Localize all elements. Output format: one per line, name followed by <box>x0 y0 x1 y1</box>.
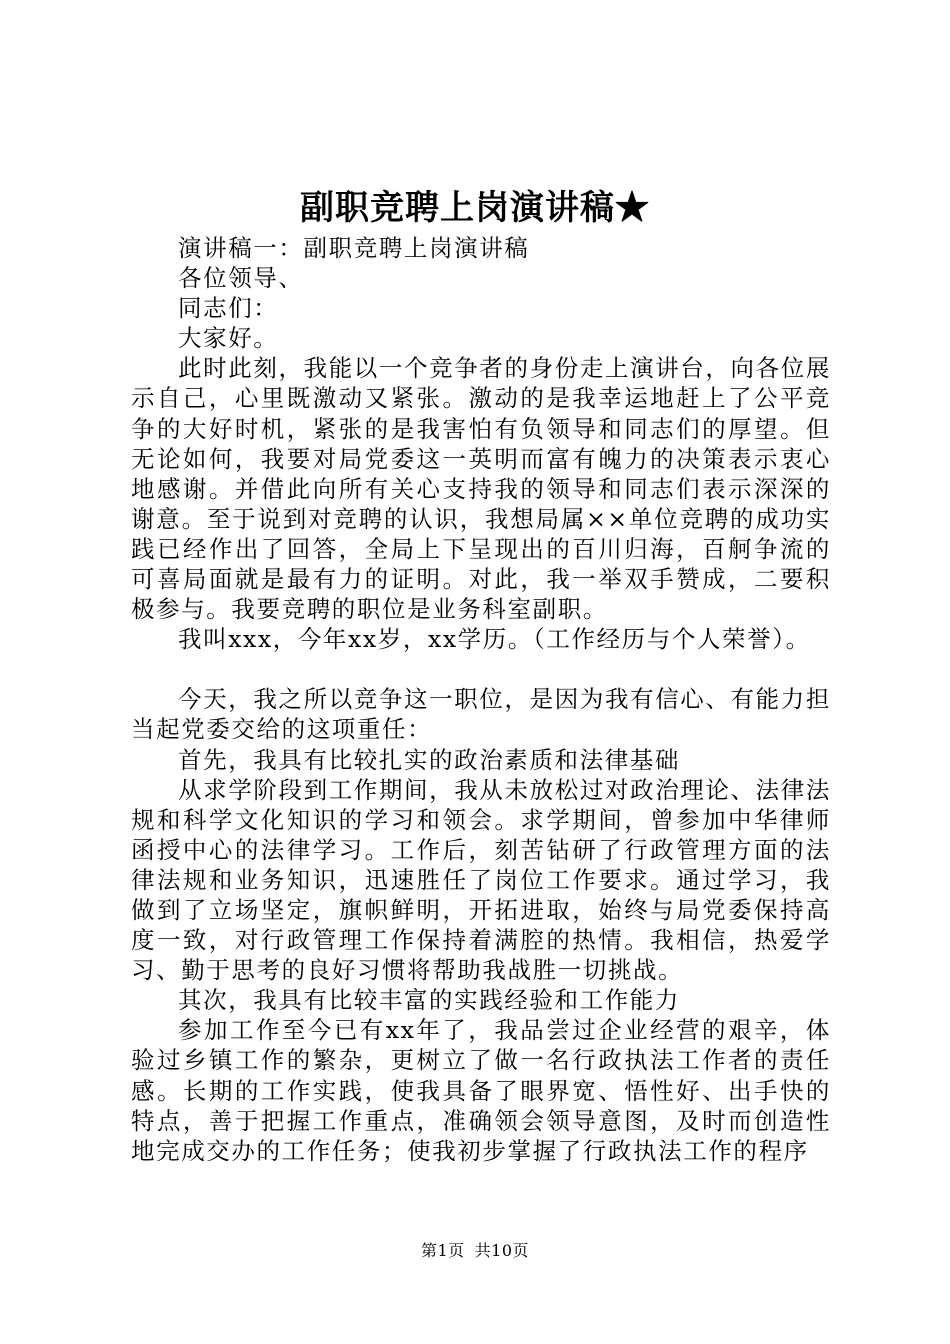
paragraph-salutation-2: 同志们： <box>178 294 279 323</box>
paragraph-greeting: 大家好。 <box>178 324 279 353</box>
page-number: 第1页 <box>420 1241 465 1260</box>
page-total: 共10页 <box>474 1241 530 1260</box>
paragraph-reason: 今天，我之所以竞争这一职位，是因为我有信心、有能力担当起党委交给的这项重任： <box>131 685 831 744</box>
paragraph-self-intro: 我叫xxx，今年xx岁，xx学历。（工作经历与个人荣誉）。 <box>178 625 811 654</box>
page-footer <box>0 1238 950 1261</box>
paragraph-point-2-heading: 其次，我具有比较丰富的实践经验和工作能力 <box>178 986 680 1015</box>
paragraph-salutation-1: 各位领导、 <box>178 264 304 293</box>
paragraph-point-2-body: 参加工作至今已有xx年了，我品尝过企业经营的艰辛，体验过乡镇工作的繁杂，更树立了做一名行政执法工作者的责任感。长期的工作实践，使我具备了眼界宽、悟性好、出手快的特点，善于把握工作重点，准确领会领导意图，及时而创造性地完成交办的工作任务；使我初步掌握了行政执法工作的程序 <box>131 1016 831 1165</box>
document-body <box>131 233 831 1166</box>
paragraph-point-1-body: 从求学阶段到工作期间，我从未放松过对政治理论、法律法规和科学文化知识的学习和领会。求学期间，曾参加中华律师函授中心的法律学习。工作后，刻苦钻研了行政管理方面的法律法规和业务知识，迅速胜任了岗位工作要求。通过学习，我做到了立场坚定，旗帜鲜明，开拓进取，始终与局党委保持高度一致，对行政管理工作保持着满腔的热情。我相信，热爱学习、勤于思考的良好习惯将帮助我战胜一切挑战。 <box>131 775 831 985</box>
document-title: 副职竞聘上岗演讲稿★ <box>300 188 650 228</box>
paragraph-heading: 演讲稿一：副职竞聘上岗演讲稿 <box>178 234 530 262</box>
paragraph-point-1-heading: 首先，我具有比较扎实的政治素质和法律基础 <box>178 745 680 774</box>
paragraph-spacer <box>131 654 831 684</box>
paragraph-intro: 此时此刻，我能以一个竞争者的身份走上演讲台，向各位展示自己，心里既激动又紧张。激动的是我幸运地赶上了公平竞争的大好时机，紧张的是我害怕有负领导和同志们的厚望。但无论如何，我要对局党委这一英明而富有魄力的决策表示衷心地感谢。并借此向所有关心支持我的领导和同志们表示深深的谢意。至于说到对竞聘的认识，我想局属××单位竞聘的成功实践已经作出了回答，全局上下呈现出的百川归海，百舸争流的可喜局面就是最有力的证明。对此，我一举双手赞成，二要积极参与。我要竞聘的职位是业务科室副职。 <box>131 354 831 624</box>
